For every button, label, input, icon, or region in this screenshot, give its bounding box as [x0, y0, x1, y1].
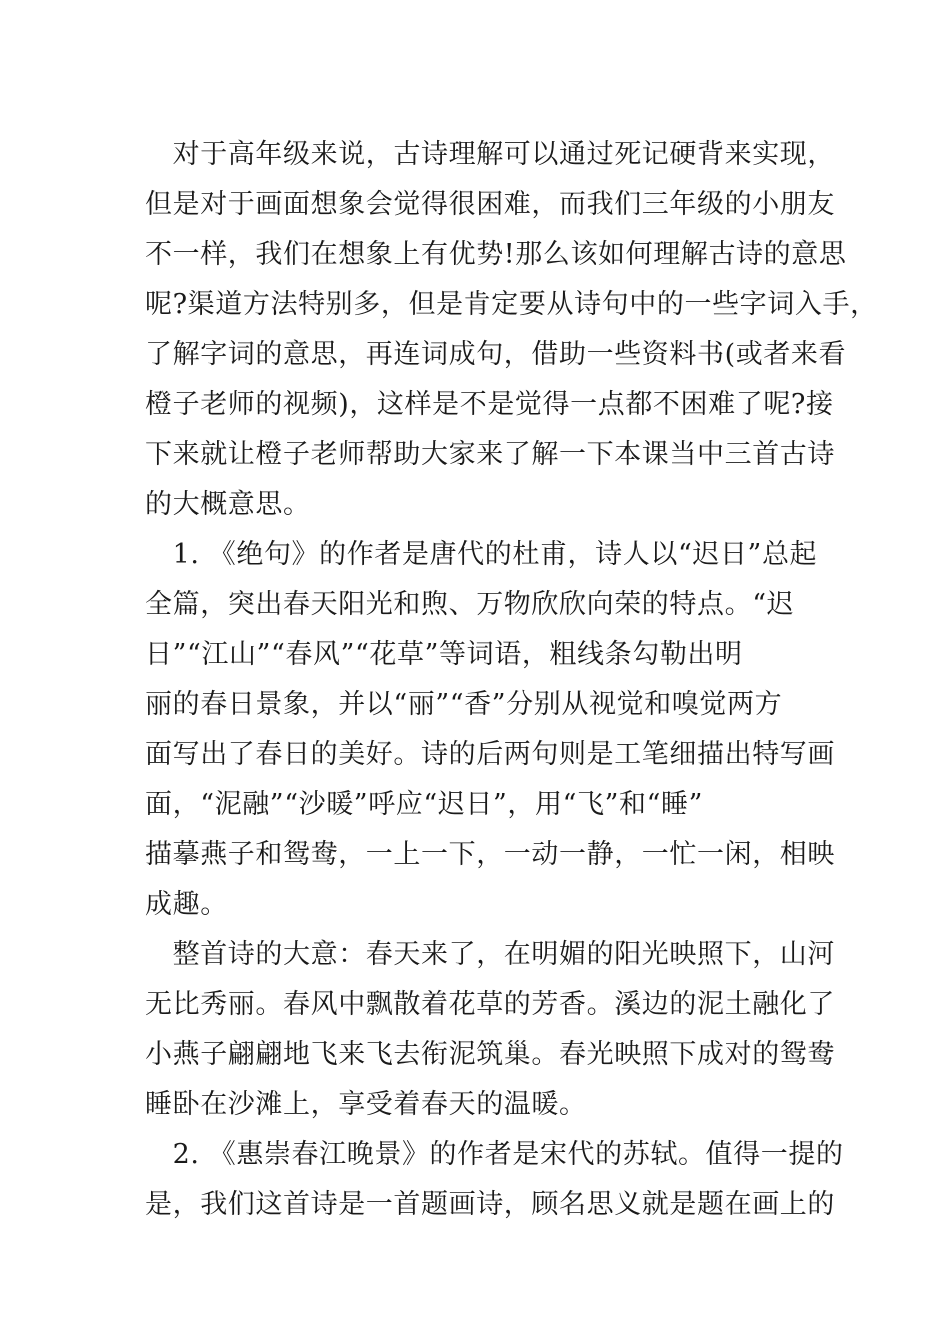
text-line: 全篇，突出春天阳光和煦、万物欣欣向荣的特点。“迟	[145, 589, 795, 620]
text-line: 是，我们这首诗是一首题画诗，顾名思义就是题在画上的	[145, 1189, 835, 1220]
text-line: 丽的春日景象，并以“丽”“香”分别从视觉和嗅觉两方	[145, 689, 783, 720]
document-body	[145, 130, 878, 1230]
text-line: 1. 《绝句》的作者是唐代的杜甫，诗人以“迟日”总起	[145, 539, 818, 570]
text-line: 描摹燕子和鸳鸯，一上一下，一动一静，一忙一闲，相映	[145, 839, 835, 870]
text-line: 无比秀丽。春风中飘散着花草的芳香。溪边的泥土融化了	[145, 989, 835, 1020]
text-line: 橙子老师的视频)，这样是不是觉得一点都不困难了呢?接	[145, 389, 834, 420]
text-line: 呢?渠道方法特别多，但是肯定要从诗句中的一些字词入手，	[145, 289, 878, 320]
text-line: 日”“江山”“春风”“花草”等词语，粗线条勾勒出明	[145, 639, 743, 670]
text-line: 2. 《惠崇春江晚景》的作者是宋代的苏轼。值得一提的	[145, 1139, 844, 1170]
text-line: 睡卧在沙滩上，享受着春天的温暖。	[145, 1089, 587, 1120]
text-line: 的大概意思。	[145, 489, 311, 520]
text-line: 但是对于画面想象会觉得很困难，而我们三年级的小朋友	[145, 189, 835, 220]
text-line: 成趣。	[145, 889, 228, 920]
text-line: 面写出了春日的美好。诗的后两句则是工笔细描出特写画	[145, 739, 835, 770]
text-line: 了解字词的意思，再连词成句，借助一些资料书(或者来看	[145, 339, 847, 370]
text-line: 对于高年级来说，古诗理解可以通过死记硬背来实现，	[145, 139, 835, 170]
text-line: 整首诗的大意：春天来了，在明媚的阳光映照下，山河	[145, 939, 835, 970]
text-line: 面，“泥融”“沙暖”呼应“迟日”，用“飞”和“睡”	[145, 789, 704, 820]
text-line: 不一样，我们在想象上有优势!那么该如何理解古诗的意思	[145, 239, 847, 270]
text-line: 下来就让橙子老师帮助大家来了解一下本课当中三首古诗	[145, 439, 835, 470]
text-line: 小燕子翩翩地飞来飞去衔泥筑巢。春光映照下成对的鸳鸯	[145, 1039, 835, 1070]
